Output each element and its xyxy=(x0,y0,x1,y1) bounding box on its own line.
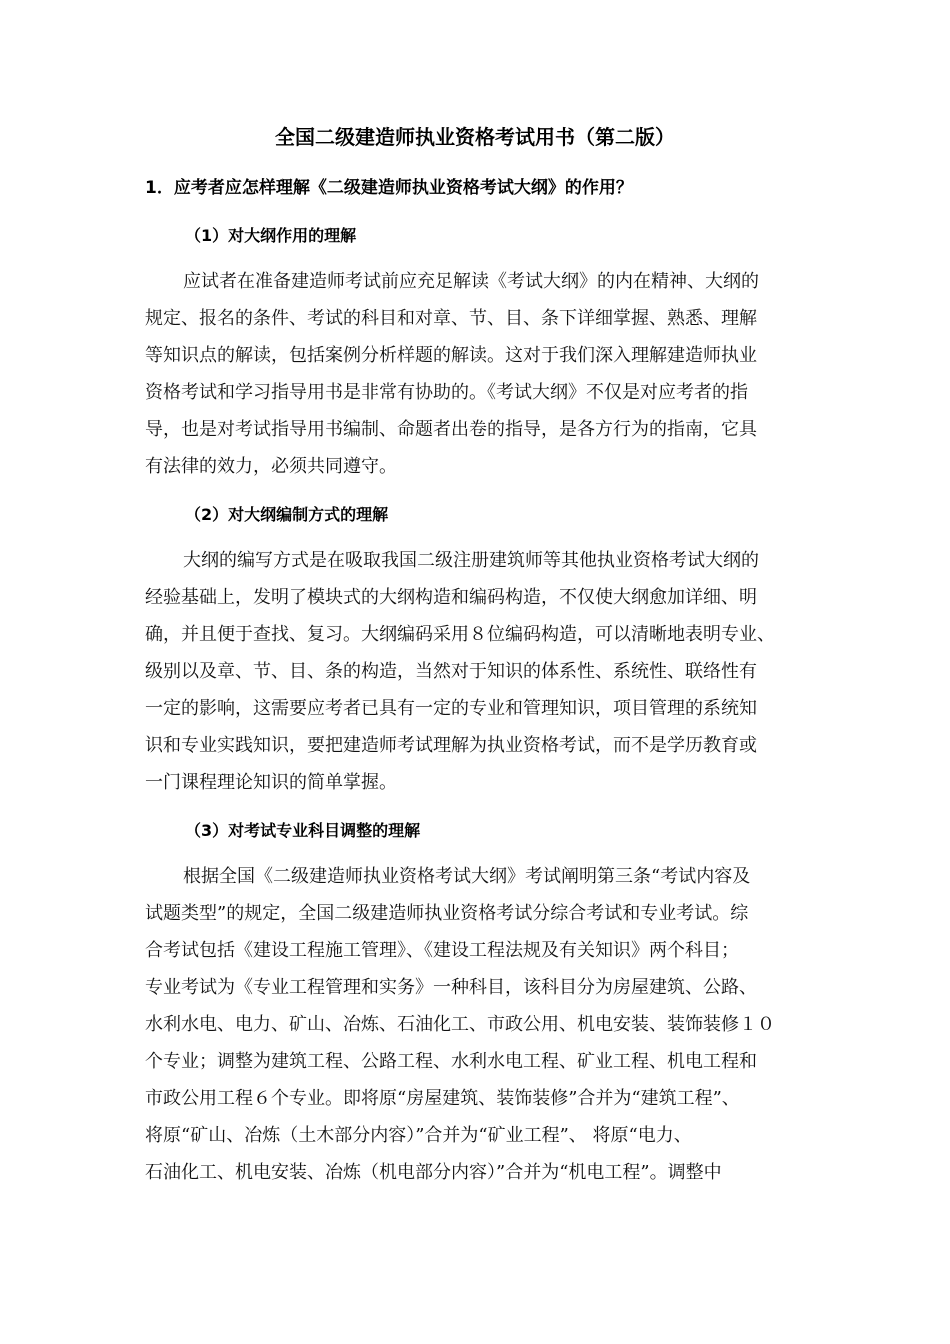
section-1-line-3: 等知识点的解读，包括案例分析样题的解读。这对于我们深入理解建造师执业 xyxy=(145,345,757,366)
section-2-heading: （2）对大纲编制方式的理解 xyxy=(185,505,389,524)
section-2-line-3: 确，并且便于查找、复习。大纲编码采用８位编码构造，可以清晰地表明专业、 xyxy=(145,624,775,645)
section-2-line-6: 识和专业实践知识，要把建造师考试理解为执业资格考试，而不是学历教育或 xyxy=(145,735,757,756)
section-1-line-1: 应试者在准备建造师考试前应充足解读《考试大纲》的内在精神、大纲的 xyxy=(183,271,759,292)
document-title: 全国二级建造师执业资格考试用书（第二版） xyxy=(275,125,675,149)
section-1-line-5: 导，也是对考试指导用书编制、命题者出卷的指导，是各方行为的指南，它具 xyxy=(145,419,757,440)
section-3-line-9: 石油化工、机电安装、冶炼（机电部分内容）”合并为“机电工程”。调整中 xyxy=(145,1162,722,1183)
section-3-line-4: 专业考试为《专业工程管理和实务》一种科目，该科目分为房屋建筑、公路、 xyxy=(145,977,757,998)
section-2-line-1: 大纲的编写方式是在吸取我国二级注册建筑师等其他执业资格考试大纲的 xyxy=(183,550,759,571)
section-3-line-2: 试题类型”的规定，全国二级建造师执业资格考试分综合考试和专业考试。综 xyxy=(145,903,749,924)
section-3-line-1: 根据全国《二级建造师执业资格考试大纲》考试阐明第三条“考试内容及 xyxy=(183,866,751,887)
section-3-line-5: 水利水电、电力、矿山、冶炼、石油化工、市政公用、机电安装、装饰装修１０ xyxy=(145,1014,775,1035)
section-1-line-4: 资格考试和学习指导用书是非常有协助的。《考试大纲》不仅是对应考者的指 xyxy=(145,382,748,403)
section-1-heading: （1）对大纲作用的理解 xyxy=(185,226,357,245)
section-3-heading: （3）对考试专业科目调整的理解 xyxy=(185,821,421,840)
section-2-line-4: 级别以及章、节、目、条的构造，当然对于知识的体系性、系统性、联络性有 xyxy=(145,661,757,682)
section-3-line-6: 个专业；调整为建筑工程、公路工程、水利水电工程、矿业工程、机电工程和 xyxy=(145,1051,757,1072)
section-3-line-3: 合考试包括《建设工程施工管理》、《建设工程法规及有关知识》两个科目； xyxy=(145,940,739,961)
section-2-line-5: 一定的影响，这需要应考者已具有一定的专业和管理知识，项目管理的系统知 xyxy=(145,698,757,719)
section-2-line-7: 一门课程理论知识的简单掌握。 xyxy=(145,772,397,793)
section-1-line-2: 规定、报名的条件、考试的科目和对章、节、目、条下详细掌握、熟悉、理解 xyxy=(145,308,757,329)
section-1-line-6: 有法律的效力，必须共同遵守。 xyxy=(145,456,397,477)
section-3-line-8: 将原“矿山、冶炼（土木部分内容）”合并为“矿业工程”、 将原“电力、 xyxy=(145,1125,692,1146)
question-heading: 1．应考者应怎样理解《二级建造师执业资格考试大纲》的作用？ xyxy=(145,178,633,198)
section-3-line-7: 市政公用工程６个专业。即将原“房屋建筑、装饰装修”合并为“建筑工程”、 xyxy=(145,1088,740,1109)
section-2-line-2: 经验基础上，发明了模块式的大纲构造和编码构造，不仅使大纲愈加详细、明 xyxy=(145,587,757,608)
